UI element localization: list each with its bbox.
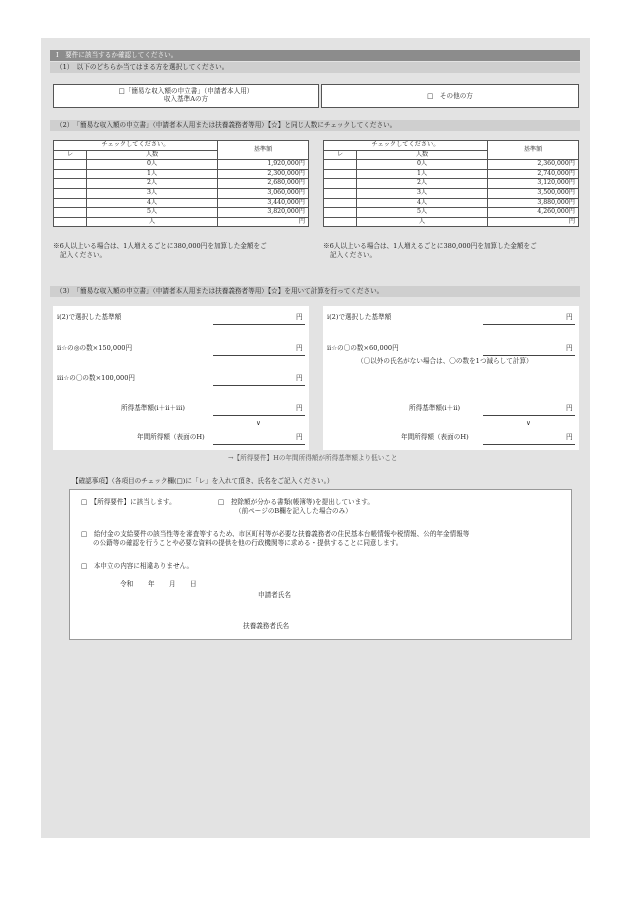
count-cell: 3人 — [357, 188, 488, 198]
table-row[interactable] — [54, 208, 309, 218]
check-cell[interactable] — [324, 217, 357, 227]
table-header-check: チェックしてください。 — [54, 141, 218, 151]
applicant-name-label: 申請者氏名 — [258, 591, 291, 599]
amount-cell: 3,880,000円 — [488, 198, 579, 208]
check-cell[interactable] — [54, 188, 87, 198]
table-row[interactable] — [54, 169, 309, 179]
amount-cell[interactable]: 円 — [488, 217, 579, 227]
standard-amount-table-right — [323, 140, 579, 227]
yen-label: 円 — [296, 374, 303, 382]
calc-right-ii: ⅱ☆の〇の数×60,000円 — [327, 344, 399, 352]
amount-cell: 2,680,000円 — [218, 179, 309, 189]
calc-right-total: 所得基準額(ⅰ＋ⅱ) — [409, 404, 461, 412]
standard-amount-table-left — [53, 140, 309, 227]
table-header-amount: 基準額 — [218, 141, 309, 160]
confirm-document-note: （前ページのB欄を記入した場合のみ） — [235, 507, 352, 515]
count-cell[interactable]: 人 — [357, 217, 488, 227]
confirm-consent-check[interactable]: □ 給付金の支給要件の該当性等を審査等するため、市区町村等が必要な扶養義務者の住民基本台帳情報や税情報、公的年金情報等 — [81, 530, 470, 538]
calc-right-annual: 年間所得額（表面のH) — [401, 433, 469, 441]
count-cell: 1人 — [87, 169, 218, 179]
table-row[interactable] — [54, 217, 309, 227]
table-row[interactable] — [324, 160, 579, 170]
option-b-box[interactable] — [321, 84, 579, 108]
check-cell[interactable] — [324, 198, 357, 208]
date-era: 令和 — [120, 580, 134, 588]
table-col-mark: レ — [324, 150, 357, 160]
table-note-left: ※6人以上いる場合は、1人増えるごとに380,000円を加算した金額をご — [53, 242, 267, 250]
income-requirement-note: →【所得要件】Hの年間所得額が所得基準額より低いこと — [228, 454, 398, 462]
amount-cell: 4,260,000円 — [488, 208, 579, 218]
subsection-2-header: （2） 「簡易な収入額の申立書」（申請者本人用または扶養義務者等用）【☆】と同じ人数にチェックしてください。 — [50, 120, 580, 131]
calc-left-annual-field[interactable] — [213, 432, 305, 445]
amount-cell: 3,820,000円 — [218, 208, 309, 218]
count-cell: 1人 — [357, 169, 488, 179]
count-cell: 5人 — [357, 208, 488, 218]
table-col-mark: レ — [54, 150, 87, 160]
check-cell[interactable] — [324, 179, 357, 189]
calc-left-ii: ⅱ☆の◎の数×150,000円 — [57, 344, 133, 352]
confirm-income-check[interactable]: □ 【所得要件】に該当します。 — [81, 498, 176, 506]
table-row[interactable] — [54, 188, 309, 198]
calc-panel-right — [323, 306, 579, 450]
count-cell: 4人 — [357, 198, 488, 208]
calc-right-ii-note: （〇以外の氏名がない場合は、〇の数を1つ減らして計算） — [357, 357, 533, 365]
check-cell[interactable] — [324, 160, 357, 170]
count-cell: 2人 — [357, 179, 488, 189]
check-cell[interactable] — [54, 208, 87, 218]
calc-right-ii-field[interactable] — [483, 343, 575, 356]
table-row[interactable] — [324, 208, 579, 218]
yen-label: 円 — [296, 433, 303, 441]
calc-left-total: 所得基準額(ⅰ＋ⅱ＋ⅲ) — [121, 404, 185, 412]
amount-cell: 3,120,000円 — [488, 179, 579, 189]
count-cell: 4人 — [87, 198, 218, 208]
amount-cell[interactable]: 円 — [218, 217, 309, 227]
yen-label: 円 — [296, 344, 303, 352]
amount-cell: 1,920,000円 — [218, 160, 309, 170]
yen-label: 円 — [566, 404, 573, 412]
calc-left-ii-field[interactable] — [213, 343, 305, 356]
calc-left-iii: ⅲ☆の〇の数×100,000円 — [57, 374, 135, 382]
table-header-amount: 基準額 — [488, 141, 579, 160]
calc-panel-left — [53, 306, 309, 450]
check-cell[interactable] — [54, 179, 87, 189]
calc-left-annual: 年間所得額（表面のH) — [137, 433, 205, 441]
yen-label: 円 — [566, 313, 573, 321]
count-cell[interactable]: 人 — [87, 217, 218, 227]
amount-cell: 2,300,000円 — [218, 169, 309, 179]
yen-label: 円 — [296, 404, 303, 412]
amount-cell: 2,360,000円 — [488, 160, 579, 170]
calc-right-annual-field[interactable] — [483, 432, 575, 445]
count-cell: 0人 — [357, 160, 488, 170]
table-col-count: 人数 — [87, 150, 218, 160]
check-cell[interactable] — [324, 188, 357, 198]
table-row[interactable] — [54, 160, 309, 170]
option-a-label: □「簡易な収入額の申立書」（申請者本人用） — [118, 87, 254, 95]
count-cell: 3人 — [87, 188, 218, 198]
yen-label: 円 — [566, 433, 573, 441]
table-row[interactable] — [324, 198, 579, 208]
section-header: Ⅰ 要件に該当するか確認してください。 — [50, 50, 580, 61]
table-col-count: 人数 — [357, 150, 488, 160]
calc-right-i: ⅰ(2)で選択した基準額 — [327, 313, 392, 321]
option-a-box[interactable] — [53, 84, 319, 108]
calc-left-i: ⅰ(2)で選択した基準額 — [57, 313, 122, 321]
table-row[interactable] — [324, 188, 579, 198]
option-a-sublabel: 収入基準Aの方 — [163, 95, 209, 104]
confirm-box — [69, 489, 572, 640]
confirm-consent-text: の公籍等の確認を行うことや必要な資料の提供を他の行政機関等に求める・提供することに同意します。 — [93, 539, 403, 547]
check-cell[interactable] — [54, 198, 87, 208]
check-cell[interactable] — [54, 169, 87, 179]
check-cell[interactable] — [324, 208, 357, 218]
count-cell: 5人 — [87, 208, 218, 218]
table-note-left-2: 記入ください。 — [60, 251, 107, 259]
confirm-truth-check[interactable]: □ 本申立の内容に相違ありません。 — [81, 562, 194, 570]
amount-cell: 3,500,000円 — [488, 188, 579, 198]
confirm-title: 【確認事項】（各項目のチェック欄(□)に「レ」を入れて頂き、氏名をご記入ください。） — [72, 477, 334, 485]
date-month[interactable]: 月 — [169, 580, 176, 588]
compare-symbol: ∨ — [256, 419, 261, 427]
yen-label: 円 — [566, 344, 573, 352]
calc-left-iii-field[interactable] — [213, 373, 305, 386]
date-year[interactable]: 年 — [148, 580, 155, 588]
applicant-name-field[interactable] — [310, 590, 550, 600]
date-day[interactable]: 日 — [190, 580, 197, 588]
count-cell: 2人 — [87, 179, 218, 189]
option-b-label: □ その他の方 — [427, 92, 473, 100]
subsection-3-header: （3） 「簡易な収入額の申立書」（申請者本人用または扶養義務者等用）【☆】を用いて計算を行ってください。 — [50, 286, 580, 297]
check-cell[interactable] — [54, 217, 87, 227]
table-note-right-2: 記入ください。 — [330, 251, 377, 259]
guardian-name-label: 扶養義務者氏名 — [243, 622, 290, 630]
compare-symbol: ∨ — [526, 419, 531, 427]
table-row[interactable] — [324, 169, 579, 179]
table-row[interactable] — [54, 179, 309, 189]
table-row[interactable] — [324, 179, 579, 189]
count-cell: 0人 — [87, 160, 218, 170]
calc-right-total-field[interactable] — [483, 403, 575, 416]
table-row[interactable] — [54, 198, 309, 208]
amount-cell: 3,440,000円 — [218, 198, 309, 208]
table-row[interactable] — [324, 217, 579, 227]
yen-label: 円 — [296, 313, 303, 321]
amount-cell: 3,060,000円 — [218, 188, 309, 198]
table-header-check: チェックしてください。 — [324, 141, 488, 151]
check-cell[interactable] — [324, 169, 357, 179]
guardian-name-field[interactable] — [310, 621, 550, 631]
amount-cell: 2,740,000円 — [488, 169, 579, 179]
form-sheet — [41, 38, 590, 838]
calc-left-i-field[interactable] — [213, 312, 305, 325]
subsection-1-header: （1） 以下のどちらか当てはまる方を選択してください。 — [50, 62, 580, 73]
confirm-document-check[interactable]: □ 控除額が分かる書類(帳簿等)を提出しています。 — [218, 498, 374, 506]
calc-right-i-field[interactable] — [483, 312, 575, 325]
check-cell[interactable] — [54, 160, 87, 170]
table-note-right: ※6人以上いる場合は、1人増えるごとに380,000円を加算した金額をご — [323, 242, 537, 250]
calc-left-total-field[interactable] — [213, 403, 305, 416]
